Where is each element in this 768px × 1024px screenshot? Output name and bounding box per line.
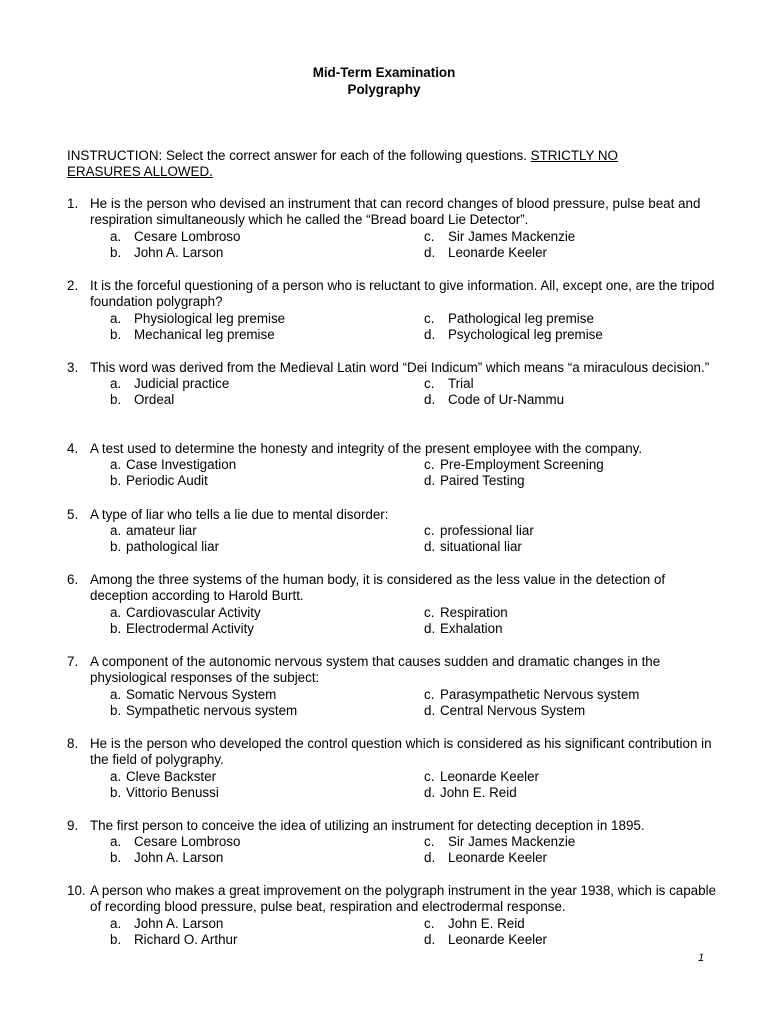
instruction-text: INSTRUCTION: Select the correct answer for each of the following questions. [67,148,531,163]
question-number: 9. [67,818,79,833]
option-d: d. Central Nervous System [424,702,586,718]
option-b: b. Sympathetic nervous system [110,702,298,718]
instruction-emphasis-2: ERASURES ALLOWED. [67,164,213,180]
option-b: b. John A. Larson [110,850,224,866]
question-10 [67,883,717,949]
question-text: A component of the autonomic nervous system that causes sudden and dramatic changes in the physiological responses of the subject: [90,654,661,686]
question-number: 10. [67,883,86,898]
option-b: b. John A. Larson [110,244,224,260]
option-a: a. Somatic Nervous System [110,686,277,702]
option-c: c. Sir James Mackenzie [424,834,576,850]
question-number: 6. [67,572,79,587]
page-number: 1 [698,952,705,964]
question-number: 1. [67,196,79,211]
option-d: d. Leonarde Keeler [424,850,548,866]
question-number: 3. [67,360,79,375]
option-c: c. Sir James Mackenzie [424,228,576,244]
option-c: c. Respiration [424,604,508,620]
option-d: d. John E. Reid [424,784,517,800]
option-d: d. Leonarde Keeler [424,931,548,947]
option-a: a. Cesare Lombroso [110,228,241,244]
question-9 [67,818,717,867]
option-c: c. Parasympathetic Nervous system [424,686,640,702]
option-d: d. Psychological leg premise [424,326,603,342]
option-c: c. Trial [424,376,474,392]
option-d: d. Code of Ur-Nammu [424,392,565,408]
question-7 [67,654,717,720]
question-8 [67,736,717,802]
option-c: c. John E. Reid [424,915,525,931]
question-number: 2. [67,278,79,293]
question-text: A person who makes a great improvement on the polygraph instrument in the year 1938, which is capable of recording blood pressure, pulse beat, respiration and electrodermal response. [90,883,716,915]
instruction-emphasis-1: STRICTLY NO [530,148,618,163]
option-a: a. Case Investigation [110,457,237,473]
question-number: 7. [67,654,79,669]
exam-title: Mid-Term Examination [312,65,456,80]
question-text: He is the person who devised an instrument that can record changes of blood pressure, pulse beat and respiration simultaneously which he called the “Bread board Lie Detector”. [90,196,701,228]
question-number: 5. [67,507,79,522]
question-text: Among the three systems of the human body, it is considered as the less value in the detection of deception according to Harold Burtt. [90,572,666,604]
question-text: It is the forceful questioning of a person who is reluctant to give information. All, except one, are the tripod foundation polygraph? [90,278,715,310]
option-b: b. Ordeal [110,392,175,408]
option-c: c. Leonarde Keeler [424,768,540,784]
option-b: b. Richard O. Arthur [110,931,238,947]
question-text: This word was derived from the Medieval Latin word “Dei Indicum” which means “a miraculous decision.” [90,360,710,375]
option-b: b. pathological liar [110,539,220,555]
option-a: a. Judicial practice [110,376,230,392]
option-a: a. Cardiovascular Activity [110,604,261,620]
option-a: a. amateur liar [110,523,197,539]
instruction [67,148,707,181]
option-b: b. Electrodermal Activity [110,620,254,636]
option-d: d. Leonarde Keeler [424,244,548,260]
option-b: b. Vittorio Benussi [110,784,219,800]
option-a: a. John A. Larson [110,915,224,931]
option-d: d. situational liar [424,539,522,555]
option-b: b. Mechanical leg premise [110,326,275,342]
question-2 [67,278,717,344]
question-3 [67,360,717,409]
question-5 [67,507,717,556]
question-text: He is the person who developed the control question which is considered as his significant contribution in the field of polygraphy. [90,736,712,768]
exam-subject: Polygraphy [347,82,421,97]
option-c: c. Pre-Employment Screening [424,457,604,473]
question-text: A test used to determine the honesty and integrity of the present employee with the company. [90,441,643,456]
question-4 [67,441,717,490]
option-a: a. Physiological leg premise [110,310,286,326]
option-b: b. Periodic Audit [110,473,208,489]
question-text: The first person to conceive the idea of utilizing an instrument for detecting deception in 1895. [90,818,645,833]
option-d: d. Exhalation [424,620,503,636]
question-number: 8. [67,736,79,751]
option-c: c. Pathological leg premise [424,310,594,326]
option-a: a. Cesare Lombroso [110,834,241,850]
question-text: A type of liar who tells a lie due to mental disorder: [90,507,389,522]
question-1 [67,196,717,262]
option-a: a. Cleve Backster [110,768,217,784]
question-6 [67,572,717,638]
option-d: d. Paired Testing [424,473,525,489]
option-c: c. professional liar [424,523,534,539]
question-number: 4. [67,441,79,456]
